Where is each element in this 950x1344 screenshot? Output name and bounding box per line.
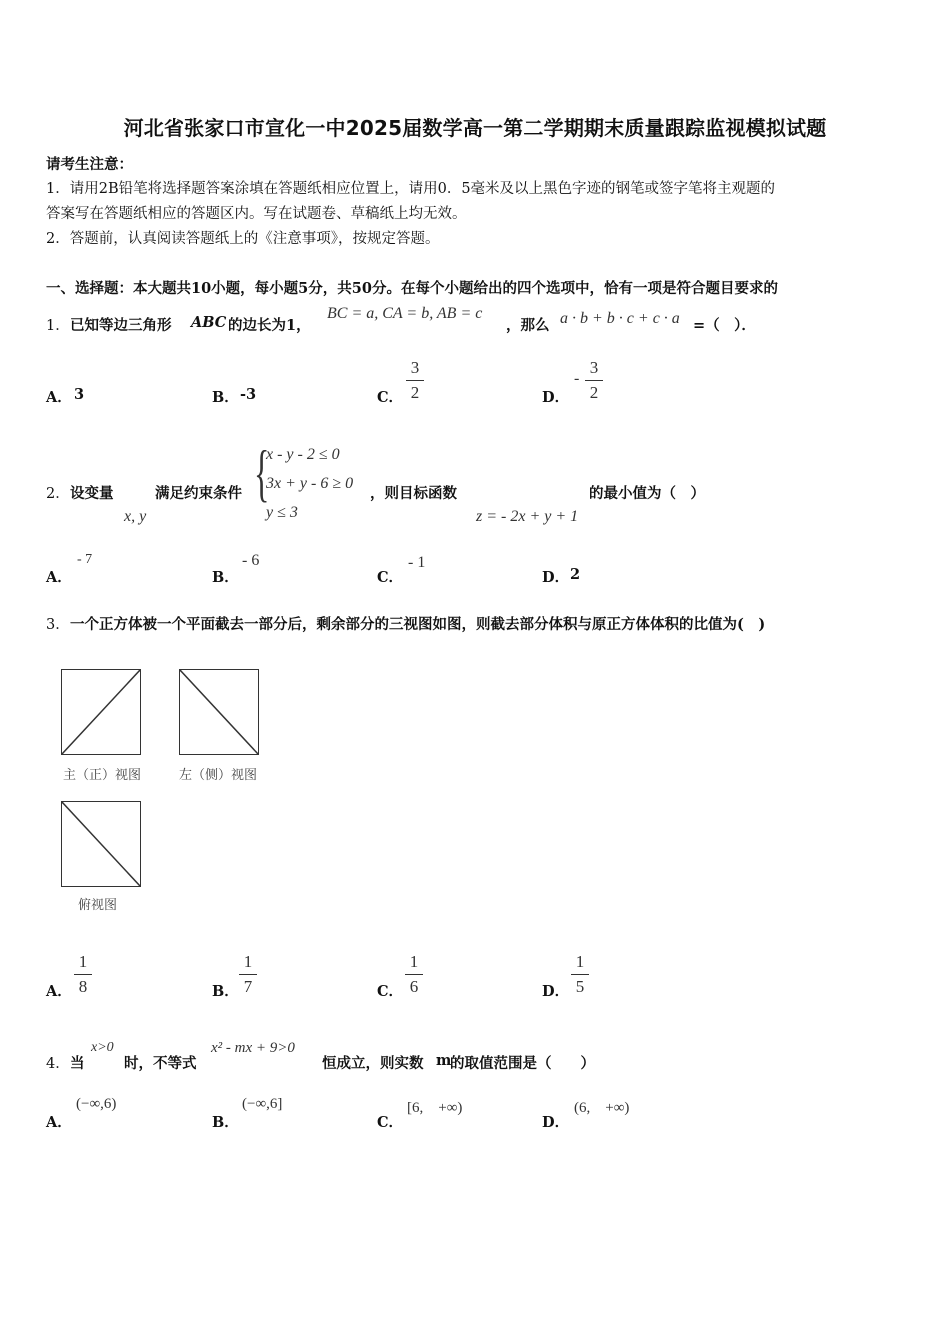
notice-heading: 请考生注意： (46, 156, 133, 173)
question-1-option-a-value: 3 (74, 386, 85, 403)
question-3-number: 3． (46, 617, 70, 633)
question-3-option-a-label: A． (46, 983, 72, 1000)
front-view-figure (61, 669, 141, 755)
fraction-numerator: 3 (410, 358, 420, 377)
front-view-diagonal (62, 670, 140, 754)
question-2-objective: z = - 2x + y + 1 (476, 508, 579, 525)
question-2-option-c-label: C． (377, 569, 404, 586)
question-4-option-b-label: B． (212, 1114, 239, 1131)
question-1-text-d: =（ ）． (693, 317, 756, 334)
question-2-option-d-label: D． (542, 569, 570, 586)
question-1-option-c-fraction (406, 358, 424, 403)
question-1-option-d-fraction (585, 358, 603, 403)
fraction-denominator: 8 (78, 977, 88, 996)
question-2-constraint-3: y ≤ 3 (266, 504, 298, 521)
question-2-text-b: 满足约束条件 (155, 485, 242, 502)
question-2-option-a-label: A． (46, 569, 72, 586)
question-3-option-c-fraction (405, 952, 423, 997)
question-1-text-a: 已知等边三角形 (70, 317, 172, 334)
fraction-bar (239, 974, 257, 975)
question-2-option-b-label: B． (212, 569, 239, 586)
fraction-denominator: 2 (589, 383, 599, 402)
fraction-bar (571, 974, 589, 975)
question-4-option-b-value: (−∞,6] (242, 1096, 283, 1112)
question-4-text-a: 当 (70, 1055, 85, 1072)
question-4-option-d-label: D． (542, 1114, 570, 1131)
fraction-denominator: 7 (243, 977, 253, 996)
side-view-figure (179, 669, 259, 755)
question-2-brace: { (254, 437, 270, 508)
section-heading: 一、选择题：本大题共10小题，每小题5分，共50分。在每个小题给出的四个选项中，恰有一项是符合题目要求的 (46, 280, 778, 297)
question-2-option-a-value: - 7 (77, 552, 93, 567)
question-4-text-b: 时，不等式 (124, 1055, 197, 1072)
notice-item-2: 2．答题前，认真阅读答题纸上的《注意事项》，按规定答题。 (46, 231, 440, 247)
side-view-diagonal (180, 670, 258, 754)
side-view-caption: 左（侧）视图 (179, 768, 258, 783)
fraction-denominator: 2 (410, 383, 420, 402)
question-1-option-b-label: B． (212, 389, 239, 406)
question-3-option-b-label: B． (212, 983, 239, 1000)
fraction-bar (405, 974, 423, 975)
fraction-numerator: 1 (243, 952, 253, 971)
question-1-option-d-sign: - (574, 370, 580, 387)
question-1-option-b-value: -3 (240, 386, 257, 403)
fraction-numerator: 1 (409, 952, 419, 971)
question-1-vector-condition: BC = a, CA = b, AB = c (327, 305, 483, 322)
top-view-figure (61, 801, 141, 887)
notice-item-1-line-2: 答案写在答题纸相应的答题区内。写在试题卷、草稿纸上均无效。 (46, 206, 467, 222)
question-4-text-d: 的取值范围是（ ） (450, 1055, 595, 1072)
fraction-numerator: 1 (78, 952, 88, 971)
question-1-expression: a · b + b · c + c · a (560, 310, 680, 327)
question-3-option-d-label: D． (542, 983, 570, 1000)
question-2-number: 2． (46, 486, 70, 502)
question-3-option-b-fraction (239, 952, 257, 997)
question-2-text-d: 的最小值为（ ） (589, 485, 705, 502)
question-1-option-d-label: D． (542, 389, 570, 406)
question-1-triangle: ABC (191, 314, 227, 331)
question-1-option-a-label: A． (46, 389, 72, 406)
question-4-option-d-value: (6, +∞) (574, 1100, 630, 1116)
question-2-option-b-value: - 6 (242, 552, 260, 569)
question-2-variables: x, y (124, 508, 147, 525)
question-3-option-a-fraction (74, 952, 92, 997)
notice-item-1-line-1: 1．请用2B铅笔将选择题答案涂填在答题纸相应位置上，请用0．5毫米及以上黑色字迹的钢笔或签字笔将主观题的 (46, 181, 776, 197)
question-4-inequality: x² - mx + 9>0 (211, 1040, 295, 1056)
question-1-number: 1． (46, 318, 70, 334)
fraction-bar (585, 380, 603, 381)
fraction-bar (406, 380, 424, 381)
question-4-m: m (436, 1052, 452, 1069)
question-3-text: 一个正方体被一个平面截去一部分后，剩余部分的三视图如图，则截去部分体积与原正方体体积的比值为( ) (70, 616, 766, 633)
question-4-option-c-label: C． (377, 1114, 404, 1131)
top-view-caption: 俯视图 (78, 898, 118, 913)
question-4-option-a-label: A． (46, 1114, 72, 1131)
question-1-text-c: ，那么 (506, 317, 550, 334)
question-2-text-c: ，则目标函数 (370, 485, 457, 502)
question-4-option-c-value: [6, +∞) (407, 1100, 463, 1116)
question-2-option-c-value: - 1 (408, 554, 426, 571)
fraction-numerator: 1 (575, 952, 585, 971)
question-2-constraint-2: 3x + y - 6 ≥ 0 (266, 475, 354, 492)
question-2-constraint-1: x - y - 2 ≤ 0 (266, 446, 340, 463)
question-4-condition: x>0 (91, 1040, 114, 1055)
front-view-caption: 主（正）视图 (63, 768, 142, 783)
fraction-numerator: 3 (589, 358, 599, 377)
question-3-option-c-label: C． (377, 983, 404, 1000)
question-3-option-d-fraction (571, 952, 589, 997)
question-2-text-a: 设变量 (70, 485, 114, 502)
fraction-bar (74, 974, 92, 975)
question-1-option-c-label: C． (377, 389, 404, 406)
fraction-denominator: 6 (409, 977, 419, 996)
question-1-text-b: 的边长为1， (228, 317, 311, 334)
question-4-text-c: 恒成立，则实数 (322, 1055, 424, 1072)
page-title: 河北省张家口市宣化一中2025届数学高一第二学期期末质量跟踪监视模拟试题 (123, 116, 827, 140)
fraction-denominator: 5 (575, 977, 585, 996)
top-view-diagonal (62, 802, 140, 886)
question-2-option-d-value: 2 (570, 566, 581, 583)
question-4-option-a-value: (−∞,6) (76, 1096, 117, 1112)
question-4-number: 4． (46, 1056, 70, 1072)
